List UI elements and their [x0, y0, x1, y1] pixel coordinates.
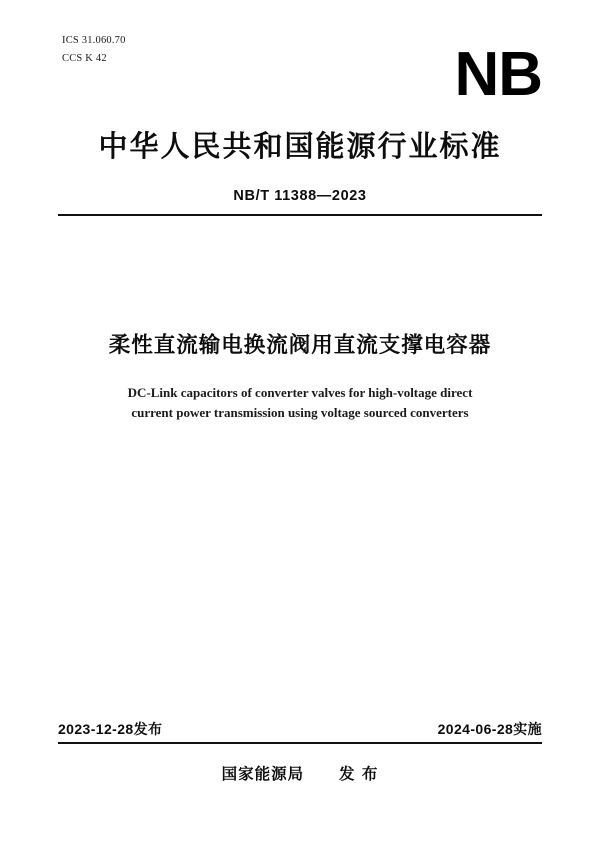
document-title-en-line1: DC-Link capacitors of converter valves for high-voltage direct [127, 385, 473, 400]
issuer-name: 国家能源局 [221, 765, 305, 783]
document-title-en-line2: current power transmission using voltage sourced converters [131, 405, 469, 421]
effective-date: 2024-06-28实施 [437, 721, 542, 737]
series-title: 中华人民共和国能源行业标准 [98, 129, 502, 163]
classification-block [62, 32, 126, 69]
ccs-code: CCS K 42 [62, 53, 107, 65]
document-title-en [0, 383, 600, 423]
divider-top [58, 214, 542, 216]
document-title-cn: 柔性直流输电换流阀用直流支撑电容器 [108, 333, 492, 358]
issuer-row [0, 762, 600, 784]
issuer-action: 发 布 [338, 765, 379, 783]
divider-bottom [58, 742, 542, 744]
standard-number: NB/T 11388—2023 [233, 188, 367, 204]
nb-logo: NB [454, 40, 542, 109]
issue-date: 2023-12-28发布 [58, 721, 163, 737]
ics-code: ICS 31.060.70 [62, 35, 126, 46]
date-row [58, 719, 542, 739]
